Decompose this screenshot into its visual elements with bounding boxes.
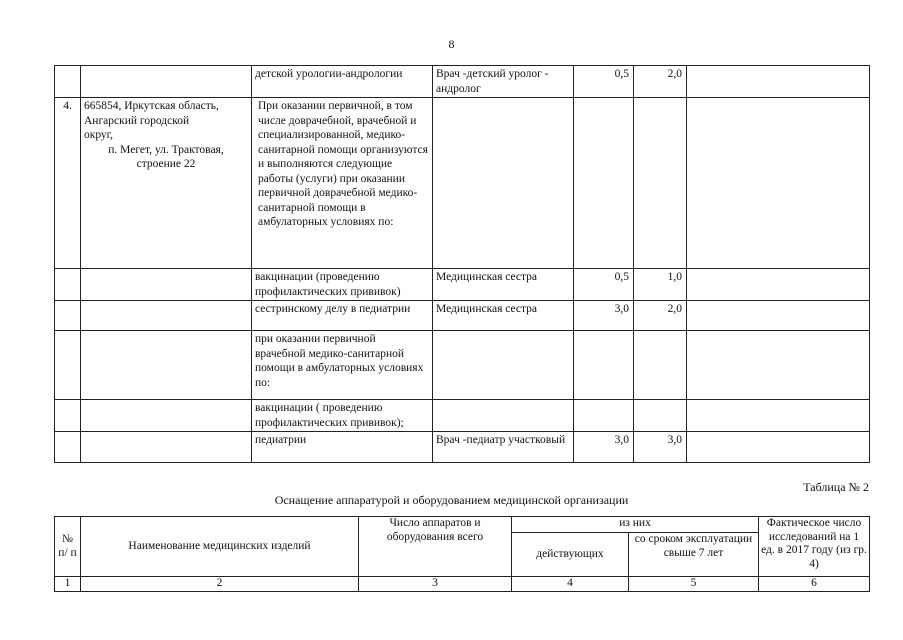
table-row xyxy=(55,432,870,463)
address-cell xyxy=(81,301,252,331)
table-row xyxy=(55,301,870,331)
table-label: Таблица № 2 xyxy=(803,480,869,494)
rate-cell xyxy=(574,98,634,269)
table-row xyxy=(55,331,870,400)
header-of-them: из них xyxy=(512,517,759,533)
row-index xyxy=(55,400,81,432)
col-number: 4 xyxy=(512,577,629,592)
rate-cell: 3,0 xyxy=(574,301,634,331)
position-cell: Врач -педиатр участковый xyxy=(433,432,574,463)
staff-table xyxy=(54,65,870,463)
address-cell xyxy=(81,432,252,463)
address-line: п. Мегет, ул. Трактовая, xyxy=(108,143,224,156)
service-cell: При оказании первичной, в том числе доврачебной, врачебной и специализированной, медико-санитарной помощи организуются и выполняются следующие работы (услуги) при оказании первичной доврачебной медико-санитарной помощи в амбулаторных условиях по: xyxy=(252,98,433,269)
col-number: 2 xyxy=(81,577,359,592)
service-cell: вакцинации (проведению профилактических прививок) xyxy=(252,269,433,301)
empty-cell xyxy=(687,98,870,269)
address-line: строение 22 xyxy=(136,158,196,170)
address-cell xyxy=(81,269,252,301)
empty-cell xyxy=(687,269,870,301)
table-row xyxy=(55,98,870,269)
table-row xyxy=(55,269,870,301)
table-row xyxy=(55,400,870,432)
row-index xyxy=(55,432,81,463)
position-cell xyxy=(433,98,574,269)
table-title: Оснащение аппаратурой и оборудованием медицинской организации xyxy=(274,493,629,507)
rate-cell: 1,0 xyxy=(634,269,687,301)
position-cell: Медицинская сестра xyxy=(433,301,574,331)
rate-cell: 0,5 xyxy=(574,66,634,98)
rate-cell xyxy=(634,400,687,432)
service-cell: сестринскому делу в педиатрии xyxy=(252,301,433,331)
empty-cell xyxy=(687,66,870,98)
header-active: действующих xyxy=(512,533,629,577)
empty-cell xyxy=(687,432,870,463)
col-number: 3 xyxy=(359,577,512,592)
empty-cell xyxy=(687,301,870,331)
rate-cell: 3,0 xyxy=(574,432,634,463)
row-index xyxy=(55,331,81,400)
equipment-table xyxy=(54,516,870,592)
position-cell: Врач -детский уролог - андролог xyxy=(433,66,574,98)
service-cell: педиатрии xyxy=(252,432,433,463)
service-cell: вакцинации ( проведению профилактических прививок); xyxy=(252,400,433,432)
row-index xyxy=(55,301,81,331)
header-actual: Фактическое число исследований на 1 ед. в 2017 году (из гр. 4) xyxy=(759,517,870,577)
table-row xyxy=(55,66,870,98)
col-number: 1 xyxy=(55,577,81,592)
address-cell xyxy=(81,98,252,269)
address-line: округ, xyxy=(84,129,113,141)
position-cell: Медицинская сестра xyxy=(433,269,574,301)
row-index: 4. xyxy=(55,98,81,269)
rate-cell: 3,0 xyxy=(634,432,687,463)
rate-cell: 2,0 xyxy=(634,301,687,331)
address-cell xyxy=(81,66,252,98)
address-line: 665854, Иркутская область, xyxy=(84,100,219,112)
header-count: Число аппаратов и оборудования всего xyxy=(359,517,512,577)
rate-cell xyxy=(634,98,687,269)
rate-cell xyxy=(574,331,634,400)
position-cell xyxy=(433,400,574,432)
empty-cell xyxy=(687,400,870,432)
rate-cell: 0,5 xyxy=(574,269,634,301)
row-index xyxy=(55,269,81,301)
row-index xyxy=(55,66,81,98)
position-cell xyxy=(433,331,574,400)
header-over7: со сроком эксплуатации свыше 7 лет xyxy=(629,533,759,577)
address-cell xyxy=(81,331,252,400)
col-number: 6 xyxy=(759,577,870,592)
col-number: 5 xyxy=(629,577,759,592)
rate-cell xyxy=(574,400,634,432)
address-cell xyxy=(81,400,252,432)
empty-cell xyxy=(687,331,870,400)
rate-cell: 2,0 xyxy=(634,66,687,98)
service-cell: при оказании первичной врачебной медико-санитарной помощи в амбулаторных условиях по: xyxy=(252,331,433,400)
address-line: Ангарский городской xyxy=(84,114,190,127)
page-number: 8 xyxy=(448,37,455,51)
rate-cell xyxy=(634,331,687,400)
header-num: № п/ п xyxy=(55,517,81,577)
service-cell: детской урологии-андрологии xyxy=(252,66,433,98)
header-name: Наименование медицинских изделий xyxy=(81,517,359,577)
